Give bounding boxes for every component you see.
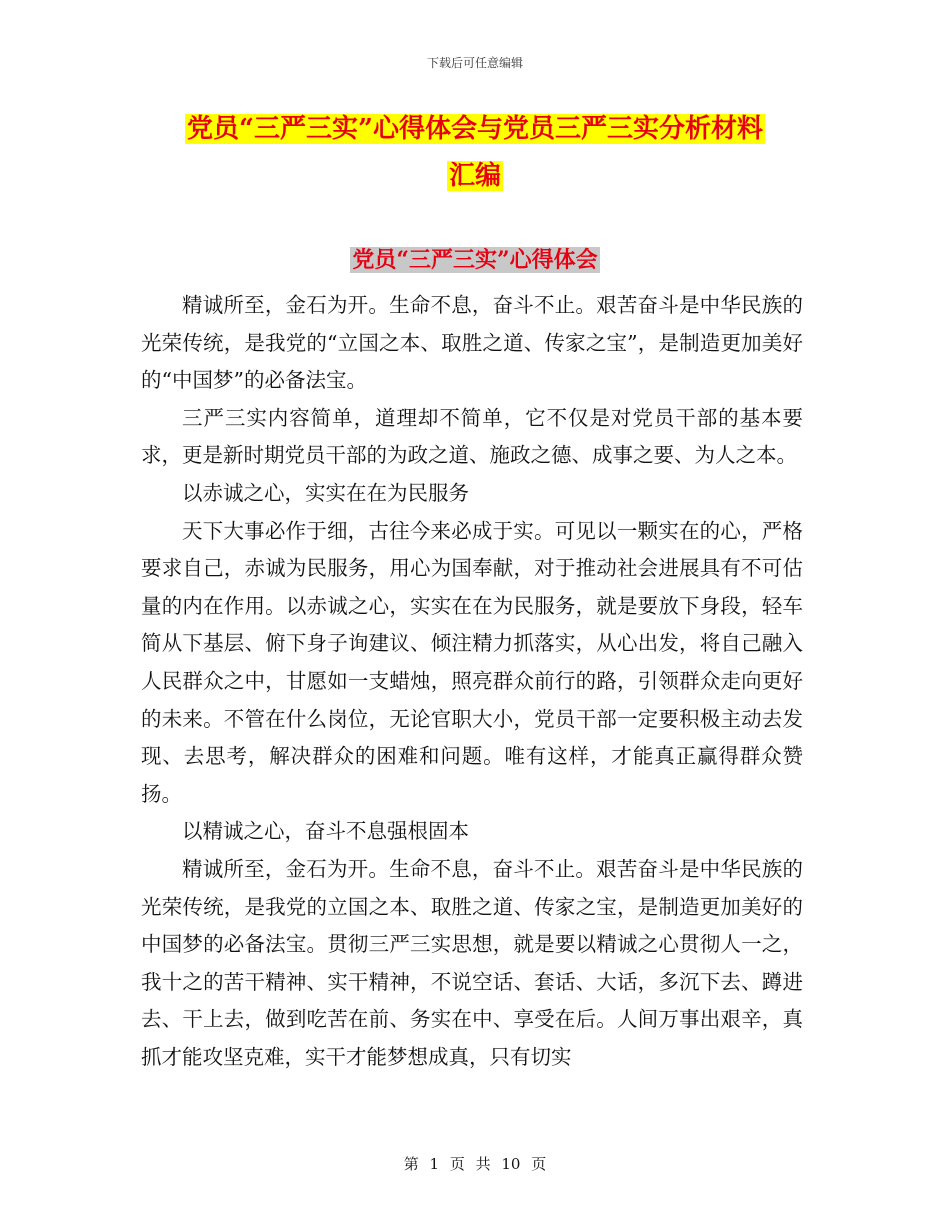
- paragraph: 精诚所至，金石为开。生命不息，奋斗不止。艰苦奋斗是中华民族的光荣传统，是我党的立国之本、取胜之道、传家之宝，是制造更加美好的中国梦的必备法宝。贯彻三严三实思想，就是要以精诚之心贯彻人一之，我十之的苦干精神、实干精神，不说空话、套话、大话，多沉下去、蹲进去、干上去，做到吃苦在前、务实在中、享受在后。人间万事出艰辛，真抓才能攻坚克难，实干才能梦想成真，只有切实: [141, 856, 803, 1069]
- paragraph: 天下大事必作于细，古往今来必成于实。可见以一颗实在的心，严格要求自己，赤诚为民服务，用心为国奉献，对于推动社会进展具有不可估量的内在作用。以赤诚之心，实实在在为民服务，就是要放下身段，轻车简从下基层、俯下身子询建议、倾注精力抓落实，从心出发，将自己融入人民群众之中，甘愿如一支蜡烛，照亮群众前行的路，引领群众走向更好的未来。不管在什么岗位，无论官职大小，党员干部一定要积极主动去发现、去思考，解决群众的困难和问题。唯有这样，才能真正赢得群众赞扬。: [141, 518, 803, 806]
- document-title: [0, 106, 950, 200]
- body-text: [141, 287, 803, 1076]
- section-title-text: 党员“三严三实”心得体会: [352, 247, 598, 273]
- subheading: 以赤诚之心，实实在在为民服务: [182, 480, 469, 505]
- page-number-footer: 第 1 页 共 10 页: [403, 1155, 547, 1173]
- section-title: [0, 240, 950, 280]
- paragraph: 精诚所至，金石为开。生命不息，奋斗不止。艰苦奋斗是中华民族的光荣传统，是我党的“立国之本、取胜之道、传家之宝”，是制造更加美好的“中国梦”的必备法宝。: [141, 293, 803, 393]
- document-title-line-2: 汇编: [448, 161, 501, 191]
- header-note: 下载后可任意编辑: [426, 56, 523, 70]
- subheading: 以精诚之心，奋斗不息强根固本: [182, 819, 469, 844]
- paragraph: 三严三实内容简单，道理却不简单，它不仅是对党员干部的基本要求，更是新时期党员干部的为政之道、施政之德、成事之要、为人之本。: [141, 405, 803, 468]
- document-title-line-1: 党员“三严三实”心得体会与党员三严三实分析材料: [187, 114, 763, 144]
